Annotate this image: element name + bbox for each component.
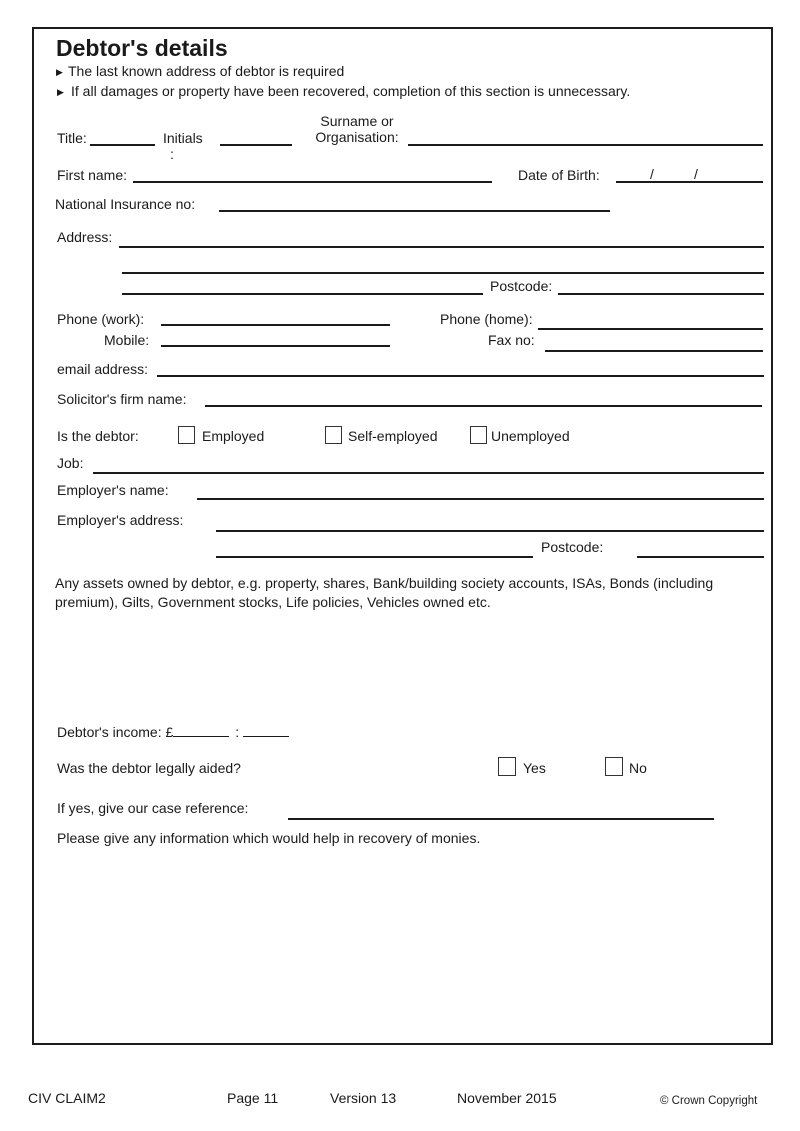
date-of-birth-field-line[interactable] xyxy=(616,181,763,183)
mobile-field-line[interactable] xyxy=(161,345,390,347)
email-field-line[interactable] xyxy=(157,375,764,377)
phone-work-field-line[interactable] xyxy=(161,324,390,326)
address-field-line-3[interactable] xyxy=(122,293,483,295)
employer-address-label: Employer's address: xyxy=(57,512,184,528)
legal-aid-question-label: Was the debtor legally aided? xyxy=(57,760,241,776)
income-row xyxy=(57,722,289,741)
employed-checkbox[interactable] xyxy=(178,426,195,444)
national-insurance-field-line[interactable] xyxy=(219,210,610,212)
job-label: Job: xyxy=(57,455,84,471)
date-slash-2: / xyxy=(694,166,698,182)
fax-field-line[interactable] xyxy=(545,350,763,352)
surname-label-line2: Organisation: xyxy=(315,128,399,145)
footer-copyright: © Crown Copyright xyxy=(660,1095,758,1107)
employed-label: Employed xyxy=(202,428,265,444)
initials-field-line[interactable] xyxy=(220,144,292,146)
assets-note: Any assets owned by debtor, e.g. property, shares, Bank/building society accounts, ISAs, Bonds (including premium), Gilts, Government stocks, Life policies, Vehicles owned etc. xyxy=(55,575,714,610)
solicitor-firm-field-line[interactable] xyxy=(205,405,762,407)
bullet-icon: ▶ xyxy=(56,67,63,77)
address-field-line-2[interactable] xyxy=(122,272,764,274)
national-insurance-label: National Insurance no: xyxy=(55,196,196,212)
phone-home-label: Phone (home): xyxy=(440,311,533,327)
unemployed-label: Unemployed xyxy=(491,428,570,444)
date-slash-1: / xyxy=(650,166,654,182)
mobile-label: Mobile: xyxy=(104,332,150,348)
section-border xyxy=(32,27,773,1045)
income-pence-field-line[interactable] xyxy=(243,722,289,737)
fax-label: Fax no: xyxy=(488,332,535,348)
initials-label: Initials xyxy=(163,130,203,146)
employer-postcode-field-line[interactable] xyxy=(637,556,764,558)
phone-home-field-line[interactable] xyxy=(538,328,763,330)
employer-address-field-line-2[interactable] xyxy=(216,556,533,558)
self-employed-label: Self-employed xyxy=(348,428,438,444)
footer-form-code: CIV CLAIM2 xyxy=(28,1090,106,1106)
address-field-line-1[interactable] xyxy=(119,246,764,248)
employer-address-field-line-1[interactable] xyxy=(216,530,764,532)
employer-name-field-line[interactable] xyxy=(197,498,764,500)
legal-aid-yes-checkbox[interactable] xyxy=(498,757,516,776)
employer-name-label: Employer's name: xyxy=(57,482,169,498)
initials-label-colon: : xyxy=(170,146,174,162)
case-reference-label: If yes, give our case reference: xyxy=(57,800,249,816)
unemployed-checkbox[interactable] xyxy=(470,426,487,444)
bullet-text-2: If all damages or property have been recovered, completion of this section is unnecessary. xyxy=(71,83,631,99)
footer-page-number: Page 11 xyxy=(227,1090,279,1106)
first-name-label: First name: xyxy=(57,167,128,183)
phone-work-label: Phone (work): xyxy=(57,311,145,327)
legal-aid-no-checkbox[interactable] xyxy=(605,757,623,776)
surname-label-line1: Surname or xyxy=(320,113,394,129)
employment-question-label: Is the debtor: xyxy=(57,428,139,444)
income-separator: : xyxy=(235,724,240,740)
first-name-field-line[interactable] xyxy=(133,181,492,183)
solicitor-firm-label: Solicitor's firm name: xyxy=(57,391,187,407)
income-pounds-field-line[interactable] xyxy=(173,722,229,737)
surname-field-line[interactable] xyxy=(408,144,763,146)
bullet-text-1: The last known address of debtor is required xyxy=(68,63,345,79)
income-label: Debtor's income: £ xyxy=(57,724,174,740)
footer-version: Version 13 xyxy=(330,1090,397,1106)
legal-aid-no-label: No xyxy=(629,760,647,776)
address-label: Address: xyxy=(57,229,113,245)
employer-postcode-label: Postcode: xyxy=(541,539,604,555)
email-label: email address: xyxy=(57,361,149,377)
job-field-line[interactable] xyxy=(93,472,764,474)
section-title: Debtor's details xyxy=(56,35,228,61)
title-field-line[interactable] xyxy=(90,144,155,146)
title-label: Title: xyxy=(57,130,87,146)
address-postcode-field-line[interactable] xyxy=(558,293,764,295)
recovery-note: Please give any information which would help in recovery of monies. xyxy=(57,830,481,846)
footer-date: November 2015 xyxy=(457,1090,557,1106)
legal-aid-yes-label: Yes xyxy=(523,760,546,776)
case-reference-field-line[interactable] xyxy=(288,818,714,820)
bullet-icon: ▶ xyxy=(57,87,64,97)
date-of-birth-label: Date of Birth: xyxy=(518,167,600,183)
address-postcode-label: Postcode: xyxy=(490,278,553,294)
surname-label xyxy=(311,114,403,145)
self-employed-checkbox[interactable] xyxy=(325,426,342,444)
